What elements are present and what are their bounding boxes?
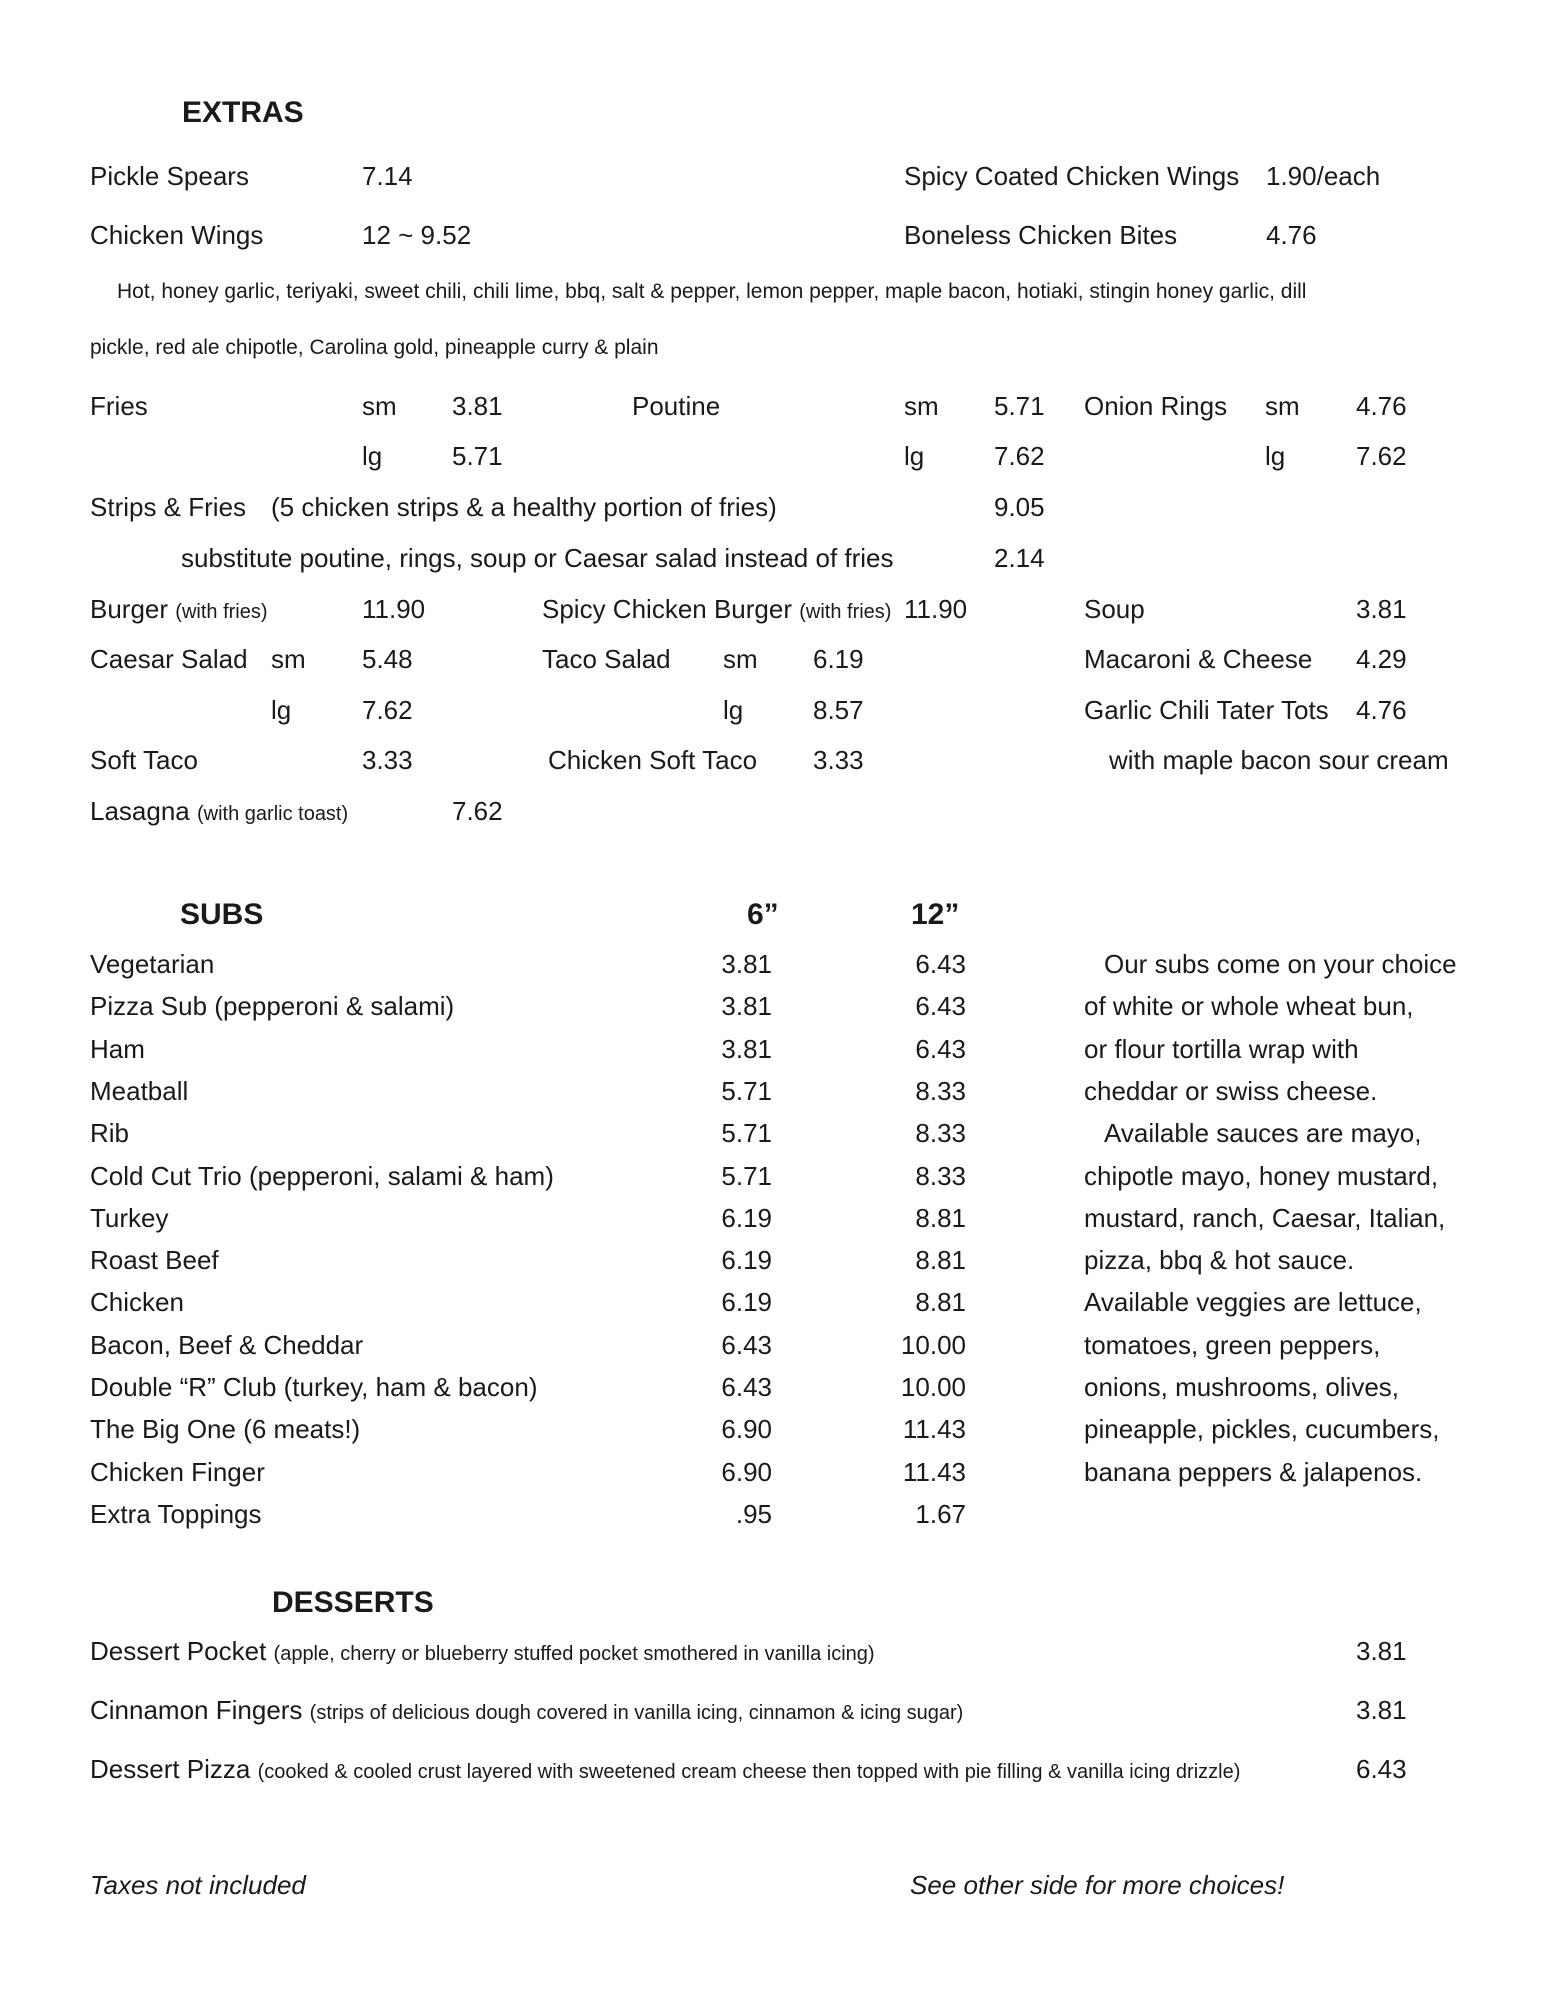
caesar-salad-sm-label: sm [271, 644, 306, 674]
sub-name: Cold Cut Trio (pepperoni, salami & ham) [90, 1160, 554, 1191]
burger-label [90, 596, 268, 622]
tater-tots-name: Garlic Chili Tater Tots [1084, 695, 1329, 725]
subs-info-line: pineapple, pickles, cucumbers, [1084, 1414, 1440, 1445]
taco-salad-lg-price: 8.57 [813, 695, 864, 725]
sub-name: Chicken Finger [90, 1456, 265, 1487]
subs-12-inch-header: 12” [911, 898, 960, 931]
sub-price-6: 3.81 [721, 949, 772, 979]
taco-salad-name: Taco Salad [542, 644, 671, 674]
sub-price-12: 10.00 [900, 1372, 966, 1402]
spicy-burger-price: 11.90 [904, 594, 968, 624]
sub-price-6: 5.71 [721, 1160, 772, 1191]
subs-info-line: pizza, bbq & hot sauce. [1084, 1245, 1355, 1276]
sub-name: Chicken [90, 1287, 184, 1318]
onion-rings-sm-label: sm [1265, 391, 1300, 421]
taco-salad-sm-label: sm [723, 644, 758, 674]
wing-flavours-line1: Hot, honey garlic, teriyaki, sweet chili, chili lime, bbq, salt & pepper, lemon pepper, maple bacon, hotiaki, stingin honey garlic, dill [117, 280, 1307, 303]
lasagna-name: Lasagna [90, 796, 190, 826]
onion-rings-lg-price: 7.62 [1356, 441, 1407, 471]
sub-price-12: 6.43 [915, 991, 966, 1022]
sub-price-6: 5.71 [721, 1118, 772, 1149]
subs-info-line: tomatoes, green peppers, [1084, 1329, 1381, 1360]
sub-price-6: 6.19 [721, 1245, 772, 1276]
onion-rings-name: Onion Rings [1084, 391, 1228, 421]
soup-price: 3.81 [1356, 594, 1407, 624]
caesar-salad-lg-label: lg [271, 695, 292, 725]
taxes-note: Taxes not included [90, 1870, 306, 1900]
fries-lg-price: 5.71 [452, 441, 503, 471]
sub-price-12: 6.43 [915, 949, 966, 979]
sub-price-12: 6.43 [915, 1033, 966, 1064]
subs-info-line: mustard, ranch, Caesar, Italian, [1084, 1202, 1446, 1233]
sub-name: Ham [90, 1033, 145, 1064]
tater-tots-note: with maple bacon sour cream [1109, 745, 1449, 775]
lasagna-note: (with garlic toast) [197, 803, 349, 825]
spicy-wings-price: 1.90/each [1266, 161, 1381, 191]
fries-lg-label: lg [362, 441, 383, 471]
dessert-price: 3.81 [1356, 1695, 1407, 1725]
boneless-bites-price: 4.76 [1266, 220, 1317, 250]
dessert-name: Dessert Pizza [90, 1754, 251, 1784]
subs-info-line: banana peppers & jalapenos. [1084, 1456, 1423, 1487]
lasagna-price: 7.62 [452, 796, 503, 826]
subs-title: SUBS [180, 898, 264, 931]
sub-name: Roast Beef [90, 1245, 219, 1276]
sub-price-12: 8.33 [915, 1160, 966, 1191]
other-side-note: See other side for more choices! [910, 1870, 1285, 1900]
spicy-burger-name: Spicy Chicken Burger [542, 594, 792, 624]
dessert-description: (apple, cherry or blueberry stuffed pocket smothered in vanilla icing) [273, 1643, 875, 1665]
dessert-item [90, 1638, 875, 1664]
sub-name: Rib [90, 1118, 130, 1149]
mac-cheese-name: Macaroni & Cheese [1084, 644, 1313, 674]
sub-name: Double “R” Club (turkey, ham & bacon) [90, 1372, 538, 1402]
extras-title: EXTRAS [182, 96, 304, 129]
spicy-wings-name: Spicy Coated Chicken Wings [904, 161, 1240, 191]
taco-salad-sm-price: 6.19 [813, 644, 864, 674]
strips-fries-price: 9.05 [994, 492, 1045, 522]
subs-info-line: chipotle mayo, honey mustard, [1084, 1160, 1439, 1191]
lasagna-label [90, 798, 348, 824]
subs-info-line: cheddar or swiss cheese. [1084, 1075, 1378, 1106]
taco-salad-lg-label: lg [723, 695, 744, 725]
boneless-bites-name: Boneless Chicken Bites [904, 220, 1178, 250]
sub-name: Vegetarian [90, 949, 215, 979]
sub-name: The Big One (6 meats!) [90, 1414, 361, 1445]
poutine-name: Poutine [632, 391, 721, 421]
desserts-title: DESSERTS [272, 1586, 434, 1619]
soft-taco-name: Soft Taco [90, 745, 198, 775]
burger-price: 11.90 [362, 594, 426, 624]
subs-info-line: onions, mushrooms, olives, [1084, 1372, 1400, 1402]
sub-price-6: 5.71 [721, 1075, 772, 1106]
subs-info-line: of white or whole wheat bun, [1084, 991, 1414, 1022]
burger-name: Burger [90, 594, 169, 624]
sub-price-12: 8.33 [915, 1118, 966, 1149]
pickle-spears-price: 7.14 [362, 161, 413, 191]
subs-info-line: Our subs come on your choice [1104, 949, 1457, 979]
sub-price-6: 6.90 [721, 1414, 772, 1445]
onion-rings-lg-label: lg [1265, 441, 1286, 471]
fries-name: Fries [90, 391, 148, 421]
sub-price-12: 11.43 [902, 1414, 966, 1445]
dessert-item [90, 1697, 963, 1723]
dessert-price: 3.81 [1356, 1636, 1407, 1666]
sub-price-6: 6.43 [721, 1329, 772, 1360]
sub-name: Extra Toppings [90, 1498, 262, 1529]
soup-name: Soup [1084, 594, 1145, 624]
substitute-text: substitute poutine, rings, soup or Caesar salad instead of fries [181, 543, 894, 573]
sub-price-6: 3.81 [721, 1033, 772, 1064]
strips-fries-name: Strips & Fries [90, 492, 247, 522]
sub-price-6: 6.19 [721, 1287, 772, 1318]
sub-price-6: 3.81 [721, 991, 772, 1022]
sub-price-6: .95 [735, 1498, 772, 1529]
sub-name: Pizza Sub (pepperoni & salami) [90, 991, 455, 1022]
mac-cheese-price: 4.29 [1356, 644, 1407, 674]
caesar-salad-name: Caesar Salad [90, 644, 248, 674]
poutine-lg-price: 7.62 [994, 441, 1045, 471]
chicken-soft-taco-price: 3.33 [813, 745, 864, 775]
tater-tots-price: 4.76 [1356, 695, 1407, 725]
sub-price-12: 1.67 [915, 1498, 966, 1529]
sub-price-6: 6.19 [721, 1202, 772, 1233]
caesar-salad-sm-price: 5.48 [362, 644, 413, 674]
poutine-lg-label: lg [904, 441, 925, 471]
dessert-description: (cooked & cooled crust layered with sweetened cream cheese then topped with pie filling & vanilla icing drizzle) [257, 1761, 1241, 1783]
sub-price-12: 8.81 [915, 1287, 966, 1318]
dessert-description: (strips of delicious dough covered in vanilla icing, cinnamon & icing sugar) [309, 1702, 964, 1724]
strips-fries-desc: (5 chicken strips & a healthy portion of fries) [271, 492, 777, 522]
poutine-sm-label: sm [904, 391, 939, 421]
substitute-price: 2.14 [994, 543, 1045, 573]
chicken-wings-name: Chicken Wings [90, 220, 264, 250]
dessert-item [90, 1756, 1240, 1782]
sub-price-6: 6.90 [721, 1456, 772, 1487]
fries-sm-label: sm [362, 391, 397, 421]
sub-price-12: 11.43 [902, 1456, 966, 1487]
subs-6-inch-header: 6” [747, 898, 779, 931]
onion-rings-sm-price: 4.76 [1356, 391, 1407, 421]
sub-price-12: 8.81 [915, 1245, 966, 1276]
subs-info-line: Available veggies are lettuce, [1084, 1287, 1422, 1318]
dessert-name: Cinnamon Fingers [90, 1695, 303, 1725]
spicy-burger-label [542, 596, 891, 622]
poutine-sm-price: 5.71 [994, 391, 1045, 421]
wing-flavours-line2: pickle, red ale chipotle, Carolina gold, pineapple curry & plain [90, 336, 659, 359]
sub-price-6: 6.43 [721, 1372, 772, 1402]
sub-price-12: 10.00 [900, 1329, 966, 1360]
caesar-salad-lg-price: 7.62 [362, 695, 413, 725]
sub-price-12: 8.33 [915, 1075, 966, 1106]
burger-note: (with fries) [175, 601, 268, 623]
subs-info-line: or flour tortilla wrap with [1084, 1033, 1359, 1064]
sub-name: Meatball [90, 1075, 189, 1106]
chicken-soft-taco-name: Chicken Soft Taco [548, 745, 758, 775]
dessert-name: Dessert Pocket [90, 1636, 267, 1666]
chicken-wings-price: 12 ~ 9.52 [362, 220, 472, 250]
dessert-price: 6.43 [1356, 1754, 1407, 1784]
sub-price-12: 8.81 [915, 1202, 966, 1233]
spicy-burger-note: (with fries) [799, 601, 892, 623]
pickle-spears-name: Pickle Spears [90, 161, 249, 191]
soft-taco-price: 3.33 [362, 745, 413, 775]
fries-sm-price: 3.81 [452, 391, 503, 421]
subs-info-line: Available sauces are mayo, [1104, 1118, 1422, 1149]
sub-name: Turkey [90, 1202, 169, 1233]
sub-name: Bacon, Beef & Cheddar [90, 1329, 364, 1360]
